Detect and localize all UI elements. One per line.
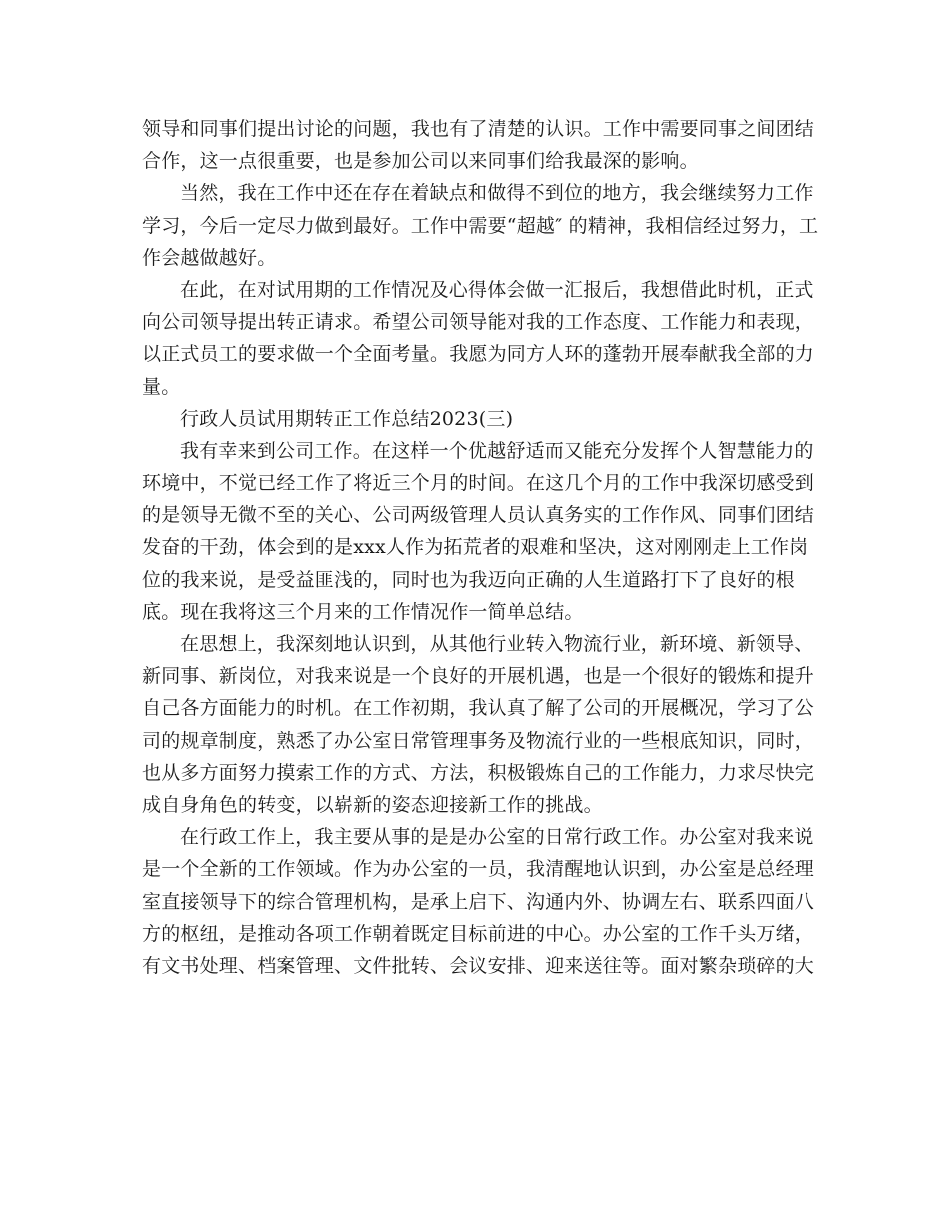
paragraph-start-line: 在行政工作上，我主要从事的是是办公室的日常行政工作。办公室对我来说 xyxy=(180,826,814,849)
body-line: 底。现在我将这三个月来的工作情况作一简单总结。 xyxy=(142,600,584,623)
body-line: 新同事、新岗位，对我来说是一个良好的开展机遇，也是一个很好的锻炼和提升 xyxy=(142,665,815,688)
body-line: 位的我来说，是受益匪浅的，同时也为我迈向正确的人生道路打下了良好的根 xyxy=(142,568,795,591)
body-line: 作会越做越好。 xyxy=(142,246,277,269)
paragraph-start-line: 当然，我在工作中还在存在着缺点和做得不到位的地方，我会继续努力工作 xyxy=(180,182,814,205)
section-heading: 行政人员试用期转正工作总结2023(三) xyxy=(180,407,514,430)
body-line: 量。 xyxy=(142,375,181,398)
body-line: 自己各方面能力的时机。在工作初期，我认真了解了公司的开展概况，学习了公 xyxy=(142,697,815,720)
paragraph-start-line: 我有幸来到公司工作。在这样一个优越舒适而又能充分发挥个人智慧能力的 xyxy=(180,439,814,462)
body-line: 有文书处理、档案管理、文件批转、会议安排、迎来送往等。面对繁杂琐碎的大 xyxy=(142,954,815,977)
document-body xyxy=(142,113,819,982)
paragraph-start-line: 在此，在对试用期的工作情况及心得体会做一汇报后，我想借此时机，正式 xyxy=(180,278,814,301)
body-line: 室直接领导下的综合管理机构，是承上启下、沟通内外、协调左右、联系四面八 xyxy=(142,890,815,913)
body-line: 是一个全新的工作领域。作为办公室的一员，我清醒地认识到，办公室是总经理 xyxy=(142,858,815,881)
body-line: 向公司领导提出转正请求。希望公司领导能对我的工作态度、工作能力和表现， xyxy=(142,311,815,334)
body-line: 学习，今后一定尽力做到最好。工作中需要“超越″ 的精神，我相信经过努力，工 xyxy=(142,214,819,237)
body-line: 以正式员工的要求做一个全面考量。我愿为同方人环的蓬勃开展奉献我全部的力 xyxy=(142,343,815,366)
body-line: 环境中，不觉已经工作了将近三个月的时间。在这几个月的工作中我深切感受到 xyxy=(142,472,815,495)
body-line: 司的规章制度，熟悉了办公室日常管理事务及物流行业的一些根底知识，同时， xyxy=(142,729,815,752)
body-line: 的是领导无微不至的关心、公司两级管理人员认真务实的工作作风、同事们团结 xyxy=(142,504,815,527)
body-line: 成自身角色的转变，以崭新的姿态迎接新工作的挑战。 xyxy=(142,793,603,816)
body-line: 方的枢纽，是推动各项工作朝着既定目标前进的中心。办公室的工作千头万绪， xyxy=(142,922,815,945)
body-line: 也从多方面努力摸索工作的方式、方法，积极锻炼自己的工作能力，力求尽快完 xyxy=(142,761,815,784)
paragraph-start-line: 在思想上，我深刻地认识到，从其他行业转入物流行业，新环境、新领导、 xyxy=(180,633,814,655)
body-line: 合作，这一点很重要，也是参加公司以来同事们给我最深的影响。 xyxy=(142,150,699,173)
body-line: 发奋的干劲，体会到的是xxx人作为拓荒者的艰难和坚决，这对刚刚走上工作岗 xyxy=(142,536,809,559)
body-line: 领导和同事们提出讨论的问题，我也有了清楚的认识。工作中需要同事之间团结 xyxy=(142,118,815,140)
